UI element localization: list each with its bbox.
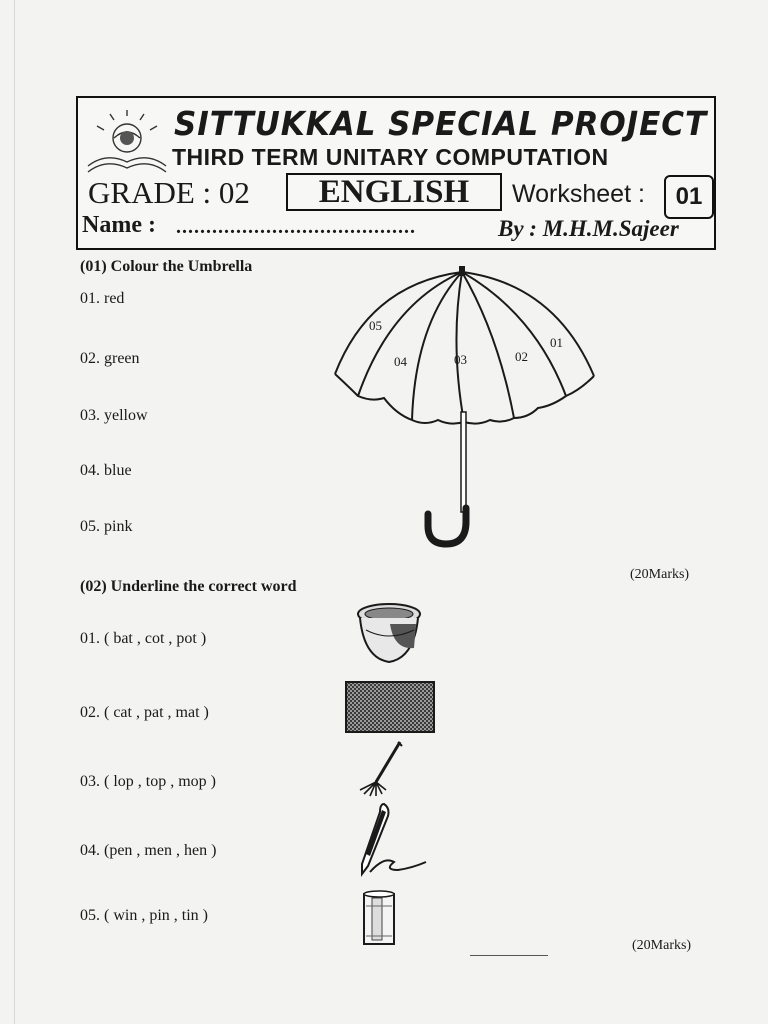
word-choice-item-3[interactable]: 03. ( lop , top , mop )	[80, 773, 216, 790]
word-choice-item-4[interactable]: 04. (pen , men , hen )	[80, 842, 217, 859]
question-2-marks: (20Marks)	[632, 938, 692, 953]
mat-icon	[344, 678, 436, 736]
colour-item-green: 02. green	[80, 350, 140, 367]
colour-item-yellow: 03. yellow	[80, 407, 148, 424]
question-1-marks: (20Marks)	[630, 567, 690, 582]
term-subtitle: THIRD TERM UNITARY COMPUTATION	[172, 144, 609, 170]
colour-item-pink: 05. pink	[80, 518, 133, 535]
colour-item-blue: 04. blue	[80, 462, 132, 479]
worksheet-header	[76, 96, 716, 250]
umbrella-label-02: 02	[515, 349, 528, 364]
grade-label: GRADE : 02	[88, 175, 250, 210]
stray-line	[470, 955, 548, 956]
school-logo-icon	[84, 108, 170, 176]
umbrella-label-04: 04	[394, 354, 407, 369]
worksheet-number: 01	[664, 175, 714, 219]
umbrella-label-05: 05	[369, 318, 382, 333]
name-label: Name :	[82, 212, 156, 238]
question-1-heading: (01) Colour the Umbrella	[80, 258, 253, 275]
worksheet-label: Worksheet :	[512, 180, 645, 208]
word-choice-item-2[interactable]: 02. ( cat , pat , mat )	[80, 704, 209, 721]
question-2-heading: (02) Underline the correct word	[80, 578, 297, 595]
colour-item-red: 01. red	[80, 290, 125, 307]
pen-icon	[354, 800, 434, 882]
project-title: SITTUKKAL SPECIAL PROJECT	[174, 104, 708, 143]
word-choice-item-5[interactable]: 05. ( win , pin , tin )	[80, 907, 208, 924]
mop-icon	[354, 738, 406, 798]
word-choice-item-1[interactable]: 01. ( bat , cot , pot )	[80, 630, 207, 647]
umbrella-label-03: 03	[454, 352, 467, 367]
paper-edge	[14, 0, 15, 1024]
author-credit: By : M.H.M.Sajeer	[498, 216, 679, 241]
tin-icon	[356, 888, 402, 948]
umbrella-label-01: 01	[550, 335, 563, 350]
subject-box: ENGLISH	[286, 173, 502, 211]
name-field[interactable]: ........................................	[176, 216, 416, 238]
umbrella-icon[interactable]	[330, 264, 600, 554]
pot-icon	[354, 600, 424, 668]
